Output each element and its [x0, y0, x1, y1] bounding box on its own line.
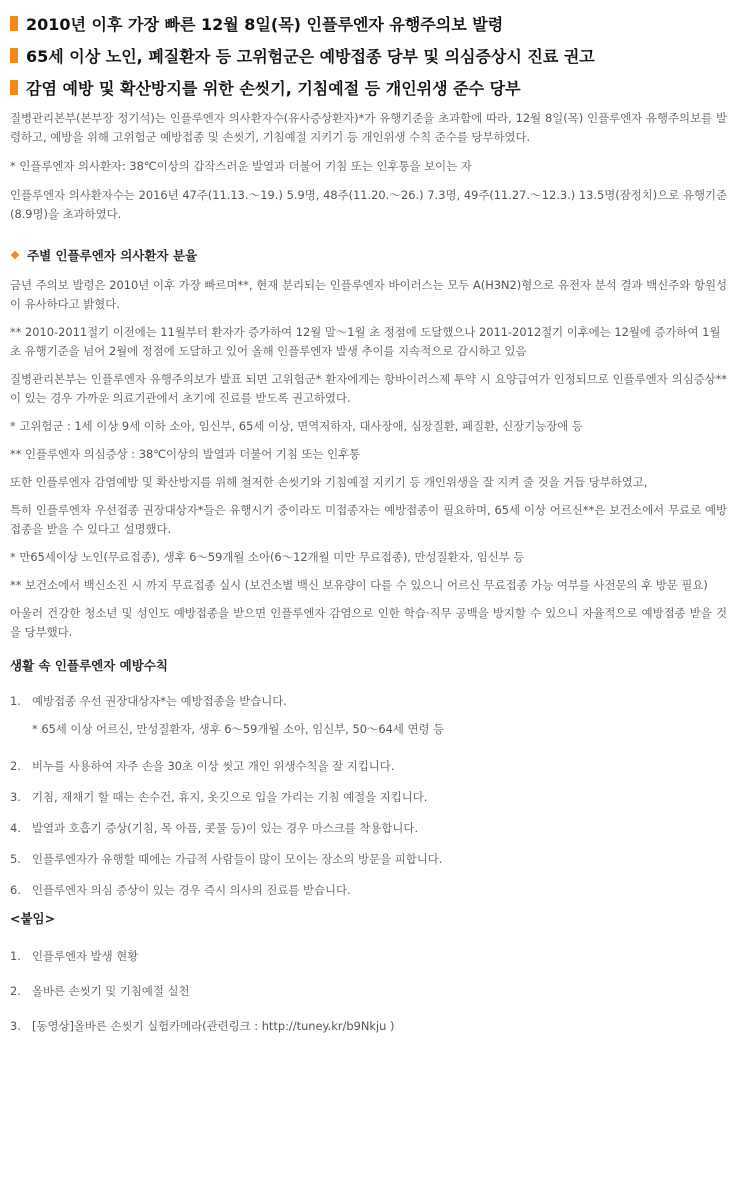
attachment-item-video-link[interactable] — [10, 1017, 727, 1036]
section1-note-2: * 고위험군 : 1세 이상 9세 이하 소아, 임신부, 65세 이상, 면역저하자, 대사장애, 심장질환, 폐질환, 신장기능장애 등 — [10, 419, 583, 433]
orange-bar-icon — [10, 48, 18, 63]
attachments-list — [10, 947, 727, 1036]
list-number: 1. — [10, 694, 21, 708]
list-number: 3. — [10, 790, 21, 804]
list-text: 발열과 호흡기 증상(기침, 목 아픔, 콧물 등)이 있는 경우 마스크를 착용합니다. — [32, 821, 419, 835]
prevention-item — [10, 788, 727, 807]
prevention-item — [10, 819, 727, 838]
section1-note-4: * 만65세이상 노인(무료접종), 생후 6～59개월 소아(6～12개월 미만 무료접종), 만성질환자, 임신부 등 — [10, 550, 525, 564]
list-text: 기침, 재채기 할 때는 손수건, 휴지, 옷깃으로 입을 가리는 기침 예절을 지킵니다. — [32, 790, 428, 804]
list-number: 2. — [10, 984, 21, 998]
section1-paragraph-4: 특히 인플루엔자 우선접종 권장대상자*들은 유행시기 중이라도 미접종자는 예방접종이 필요하며, 65세 이상 어르신**은 보건소에서 무료로 예방접종을 받을 수 있다고 설명했다. — [10, 503, 727, 536]
orange-bar-icon — [10, 80, 18, 95]
list-text: 올바른 손씻기 및 기침예절 실천 — [32, 984, 190, 998]
headline-3-text: 감염 예방 및 확산방지를 위한 손씻기, 기침예절 등 개인위생 준수 당부 — [26, 78, 521, 98]
headline-1-text: 2010년 이후 가장 빠른 12월 8일(목) 인플루엔자 유행주의보 발령 — [26, 14, 504, 34]
list-number: 5. — [10, 852, 21, 866]
prevention-item — [10, 692, 727, 711]
list-number: 3. — [10, 1019, 21, 1033]
headline-2-text: 65세 이상 노인, 폐질환자 등 고위험군은 예방접종 당부 및 의심증상시 진료 권고 — [26, 46, 595, 66]
list-text: 예방접종 우선 권장대상자*는 예방접종을 받습니다. — [32, 694, 287, 708]
list-number: 2. — [10, 759, 21, 773]
list-number: 4. — [10, 821, 21, 835]
prevention-item — [10, 881, 727, 900]
section1-paragraph-3: 또한 인플루엔자 감염예방 및 확산방지를 위해 철저한 손씻기와 기침예절 지키기 등 개인위생을 잘 지켜 줄 것을 거듭 당부하였고, — [10, 475, 648, 489]
headline-1 — [10, 12, 727, 34]
section-weekly-title — [10, 246, 727, 264]
list-text: [동영상]올바른 손씻기 실험카메라(관련링크 : http://tuney.kr/b9Nkju ) — [32, 1019, 395, 1033]
intro-note-1: * 인플루엔자 의사환자: 38℃이상의 갑작스러운 발열과 더불어 기침 또는 인후통을 보이는 자 — [10, 159, 472, 173]
list-text: 비누를 사용하여 자주 손을 30초 이상 씻고 개인 위생수칙을 잘 지킵니다. — [32, 759, 395, 773]
prevention-item — [10, 850, 727, 869]
attachment-item — [10, 947, 727, 966]
prevention-list — [10, 692, 727, 900]
section1-paragraph-2: 질병관리본부는 인플루엔자 유행주의보가 발표 되면 고위험군* 환자에게는 항바이러스제 투약 시 요양급여가 인정되므로 인플루엔자 의심증상**이 있는 경우 가까운 의료기관에서 초기에 진료를 받도록 권고하였다. — [10, 372, 727, 405]
section1-note-3: ** 인플루엔자 의심증상 : 38℃이상의 발열과 더불어 기침 또는 인후통 — [10, 447, 361, 461]
intro-paragraph-2: 인플루엔자 의사환자수는 2016년 47주(11.13.～19.) 5.9명, 48주(11.20.～26.) 7.3명, 49주(11.27.～12.3.) 13.5명(잠정치)으로 유행기준(8.9명)을 초과하였다. — [10, 188, 727, 221]
section1-note-5: ** 보건소에서 백신소진 시 까지 무료접종 실시 (보건소별 백신 보유량이 다를 수 있으니 어르신 무료접종 가능 여부를 사전문의 후 방문 필요) — [10, 578, 708, 592]
section-prevention-title: 생활 속 인플루엔자 예방수칙 — [10, 658, 168, 673]
press-release — [0, 12, 737, 1177]
section1-paragraph-5: 아울러 건강한 청소년 및 성인도 예방접종을 받으면 인플루엔자 감염으로 인한 학습·직무 공백을 방지할 수 있으니 자율적으로 예방접종 받을 것을 당부했다. — [10, 606, 727, 639]
section1-note-1: ** 2010-2011절기 이전에는 11월부터 환자가 증가하여 12월 말～1월 초 정점에 도달했으나 2011-2012절기 이후에는 12월에 증가하여 1월 초 유행기준을 넘어 2월에 정점에 도달하고 있어 올해 인플루엔자 발생 추이를 지속적으로 감시하고 있음 — [10, 325, 721, 358]
orange-bar-icon — [10, 16, 18, 31]
list-text: 인플루엔자 의심 증상이 있는 경우 즉시 의사의 진료를 받습니다. — [32, 883, 351, 897]
intro-paragraph-1: 질병관리본부(본부장 정기석)는 인플루엔자 의사환자수(유사증상환자)*가 유행기준을 초과함에 따라, 12월 8일(목) 인플루엔자 유행주의보를 발령하고, 예방을 위해 고위험군 예방접종 및 손씻기, 기침예절 지키기 등 개인위생 수칙 준수를 당부하였다. — [10, 111, 727, 144]
list-number: 1. — [10, 949, 21, 963]
headline-2 — [10, 44, 727, 66]
list-number: 6. — [10, 883, 21, 897]
diamond-bullet-icon — [11, 251, 19, 259]
prevention-item — [10, 757, 727, 776]
list-text: 인플루엔자 발생 현황 — [32, 949, 139, 963]
attachments-title: <붙임> — [10, 911, 56, 926]
attachment-item — [10, 982, 727, 1001]
list-text: 인플루엔자가 유행할 때에는 가급적 사람들이 많이 모이는 장소의 방문을 피합니다. — [32, 852, 443, 866]
prevention-item-note: * 65세 이상 어르신, 만성질환자, 생후 6～59개월 소아, 임신부, 50～64세 연령 등 — [32, 722, 445, 736]
headline-3 — [10, 76, 727, 98]
section-weekly-title-text: 주별 인플루엔자 의사환자 분율 — [27, 248, 198, 263]
section1-paragraph-1: 금년 주의보 발령은 2010년 이후 가장 빠르며**, 현재 분리되는 인플루엔자 바이러스는 모두 A(H3N2)형으로 유전자 분석 결과 백신주와 항원성이 유사하다고 밝혔다. — [10, 278, 727, 311]
